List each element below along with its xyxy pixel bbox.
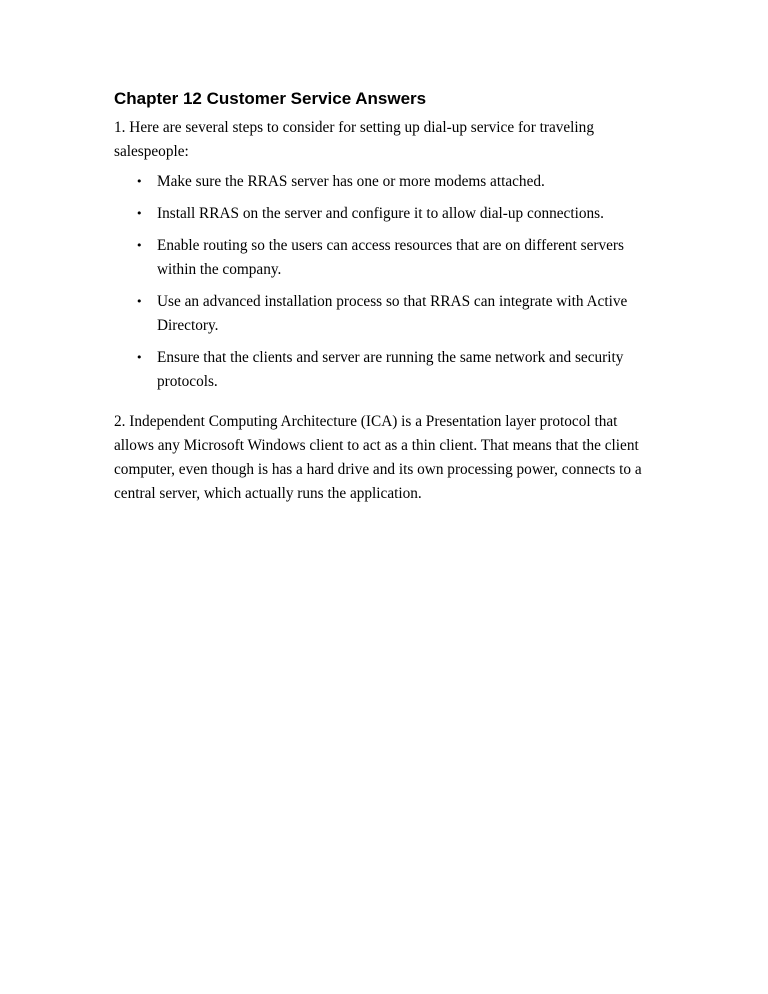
list-item-text: Use an advanced installation process so that RRAS can integrate with Active Directory.: [157, 293, 628, 334]
document-page: [114, 88, 659, 506]
bullet-icon: •: [136, 239, 143, 252]
answer-1-steps-list: [114, 170, 659, 394]
list-item-text: Enable routing so the users can access resources that are on different servers within the company.: [157, 237, 624, 278]
list-item: [114, 170, 659, 194]
answer-2-paragraph: 2. Independent Computing Architecture (ICA) is a Presentation layer protocol that allows any Microsoft Windows client to act as a thin client. That means that the client computer, even though is has a hard drive and its own processing power, connects to a central server, which actually runs the application.: [114, 413, 642, 502]
list-item: [114, 234, 659, 282]
list-item-text: Install RRAS on the server and configure it to allow dial-up connections.: [157, 205, 604, 222]
answer-1-intro: 1. Here are several steps to consider for setting up dial-up service for traveling salespeople:: [114, 119, 594, 160]
list-item-text: Make sure the RRAS server has one or more modems attached.: [157, 173, 545, 190]
bullet-icon: •: [136, 207, 143, 220]
bullet-icon: •: [136, 351, 143, 364]
list-item: [114, 346, 659, 394]
bullet-icon: •: [136, 175, 143, 188]
list-item-text: Ensure that the clients and server are running the same network and security protocols.: [157, 349, 624, 390]
list-item: [114, 290, 659, 338]
page-title: Chapter 12 Customer Service Answers: [114, 89, 427, 108]
bullet-icon: •: [136, 295, 143, 308]
list-item: [114, 202, 659, 226]
